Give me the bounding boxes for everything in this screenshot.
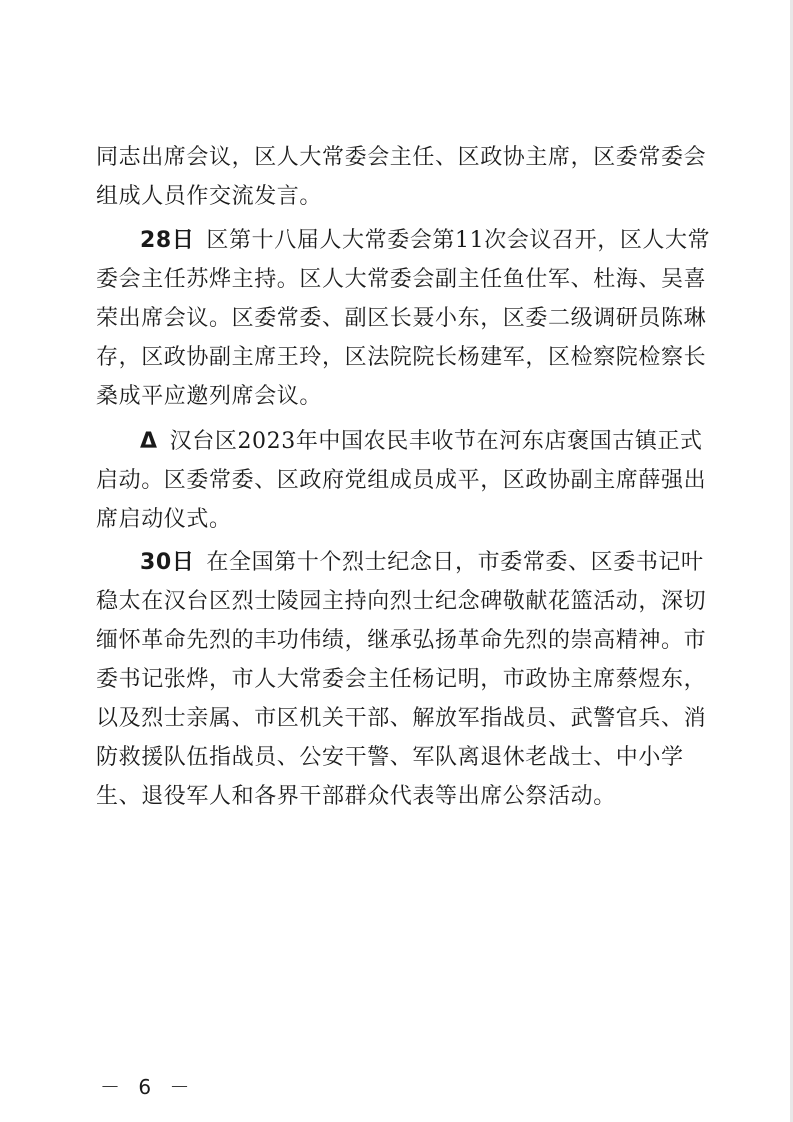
paragraph-28th: [96, 221, 716, 416]
paragraph-text: 汉台区2023年中国农民丰收节在河东店褒国古镇正式启动。区委常委、区政府党组成员成平，区政协副主席薛强出席启动仪式。: [96, 429, 707, 532]
paragraph-continuation: [96, 138, 716, 216]
page-number: － 6 －: [100, 1075, 196, 1099]
paragraph-30th: [96, 543, 716, 816]
delta-marker: Δ: [140, 429, 158, 454]
entry-date: 30日: [140, 550, 195, 575]
paragraph-text: 区第十八届人大常委会第11次会议召开，区人大常委会主任苏烨主持。区人大常委会副主任鱼仕军、杜海、吴喜荣出席会议。区委常委、副区长聂小东，区委二级调研员陈琳存，区政协副主席王玲，区法院院长杨建军，区检察院检察长桑成平应邀列席会议。: [96, 228, 711, 409]
paragraph-text: 同志出席会议，区人大常委会主任、区政协主席，区委常委会组成人员作交流发言。: [96, 145, 707, 209]
paragraph-text: 在全国第十个烈士纪念日，市委常委、区委书记叶稳太在汉台区烈士陵园主持向烈士纪念碑敬献花篮活动，深切缅怀革命先烈的丰功伟绩，继承弘扬革命先烈的崇高精神。市委书记张烨，市人大常委会主任杨记明，市政协主席蔡煜东，以及烈士亲属、市区机关干部、解放军指战员、武警官兵、消防救援队伍指战员、公安干警、军队离退休老战士、中小学生、退役军人和各界干部群众代表等出席公祭活动。: [96, 550, 707, 809]
paragraph-harvest-festival: [96, 422, 716, 539]
entry-date: 28日: [140, 228, 195, 253]
